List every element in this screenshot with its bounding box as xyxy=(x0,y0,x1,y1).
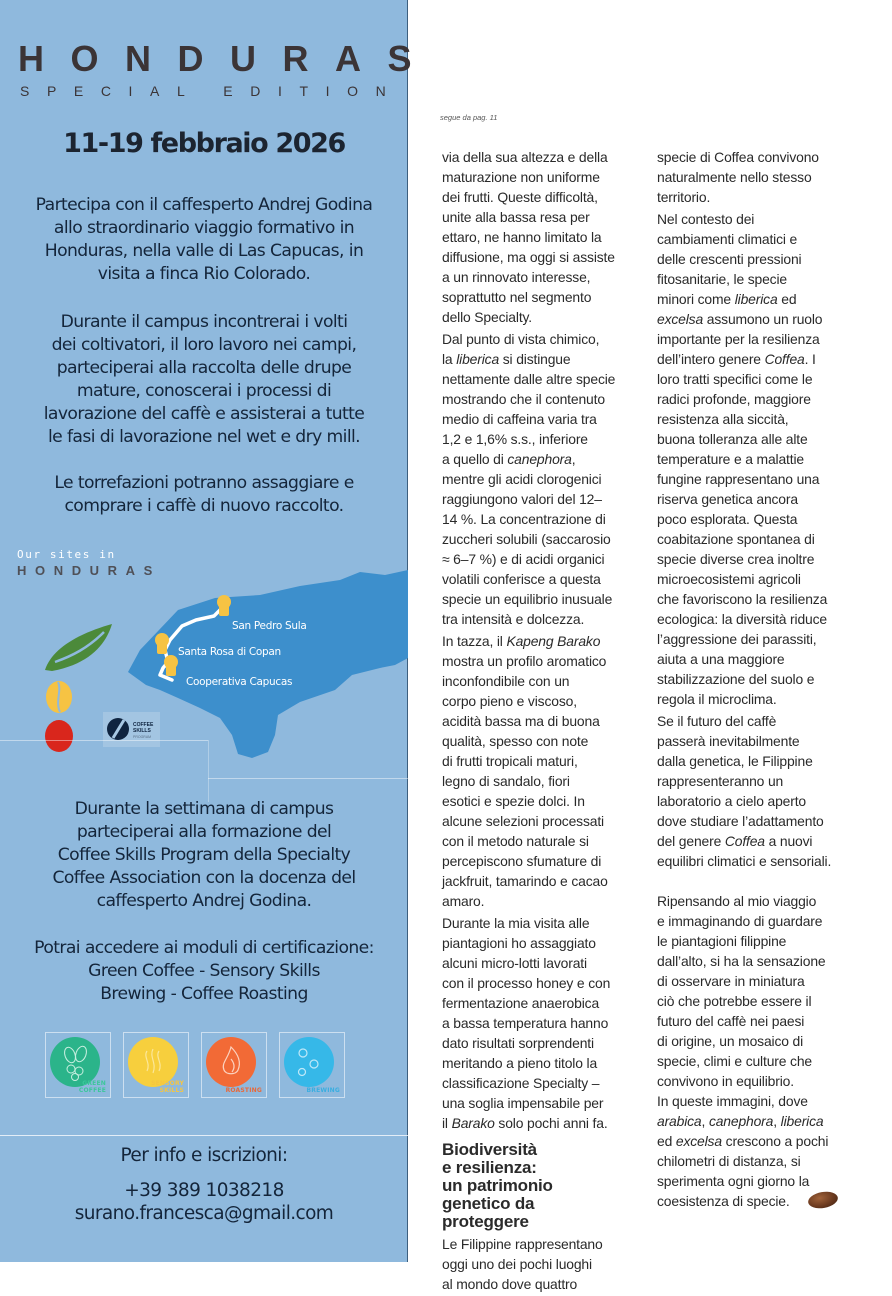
text-line: jackfruit, tamarindo e cacao xyxy=(442,873,608,889)
roasters-paragraph xyxy=(0,472,408,518)
text-line: maturazione non uniforme xyxy=(442,169,600,185)
roasters-line: comprare i caffè di nuovo raccolto. xyxy=(64,496,344,516)
modules-line: Potrai accedere ai moduli di certificazione: xyxy=(34,938,374,958)
text-line: di origine, un mosaico di xyxy=(657,1033,804,1049)
text-line: territorio. xyxy=(657,189,711,205)
text-line: Kapeng Barako xyxy=(506,633,601,649)
text-line: inconfondibile con un xyxy=(442,673,570,689)
text-line: rappresenteranno un xyxy=(657,773,784,789)
text-line: ed xyxy=(777,291,797,307)
modules-line: Green Coffee - Sensory Skills xyxy=(88,961,320,981)
text-line: mostra un profilo aromatico xyxy=(442,653,607,669)
article-column-2 xyxy=(657,147,872,1213)
training-line: Coffee Skills Program della Specialty xyxy=(57,845,351,865)
text-line: le piantagioni filippine xyxy=(657,933,787,949)
module-label xyxy=(307,1088,341,1095)
article-paragraph xyxy=(442,913,657,1133)
article-paragraph xyxy=(442,147,657,327)
article-paragraph xyxy=(442,329,657,629)
text-line: raggiungono valori del 12– xyxy=(442,491,602,507)
text-line xyxy=(657,1131,872,1151)
text-line: alcune selezioni processati xyxy=(442,813,604,829)
text-line: regola il microclima. xyxy=(657,691,777,707)
text-line: e resilienza: xyxy=(442,1158,537,1177)
training-line: parteciperai alla formazione del xyxy=(76,822,332,842)
logo-text-skills: SKILLS xyxy=(133,728,151,734)
module-label-text: SKILLS xyxy=(159,1086,184,1094)
text-line: Durante la mia visita alle xyxy=(442,915,590,931)
text-line: con il metodo naturale si xyxy=(442,833,589,849)
text-line: volatili conferisce a questa xyxy=(442,571,601,587)
article-paragraph xyxy=(442,1234,657,1294)
intro-line: Partecipa con il caffesperto Andrej Godina xyxy=(35,195,373,215)
text-line: assumono un ruolo xyxy=(703,311,823,327)
text-line: si distingue xyxy=(499,351,571,367)
module-label-text: GREEN xyxy=(82,1080,106,1087)
article-paragraph xyxy=(657,147,872,207)
text-line: nettamente dalle altre specie xyxy=(442,371,616,387)
text-line: specie, climi e culture che xyxy=(657,1053,812,1069)
campus-line: parteciperai alla raccolta delle drupe xyxy=(56,358,352,378)
text-line: stabilizzazione del suolo e xyxy=(657,671,815,687)
event-dates: 11-19 febbraio 2026 xyxy=(63,128,345,159)
pin-capucas-icon xyxy=(164,655,178,676)
text-line: la xyxy=(442,351,457,367)
continued-from-note: segue da pag. 11 xyxy=(440,113,498,122)
text-line: poco esplorata. Questa xyxy=(657,511,798,527)
training-line: Durante la settimana di campus xyxy=(74,799,334,819)
campus-line: mature, conoscerai i processi di xyxy=(76,381,332,401)
text-line: dell’intero genere xyxy=(657,351,765,367)
text-line: genetico da xyxy=(442,1194,535,1213)
text-line: dato risultati sorprendenti xyxy=(442,1035,594,1051)
text-line: del genere xyxy=(657,833,725,849)
intro-line: visita a finca Rio Colorado. xyxy=(97,264,311,284)
text-line: ciò che potrebbe essere il xyxy=(657,993,812,1009)
text-line: mostrando che il contenuto xyxy=(442,391,605,407)
red-coffee-cherry-icon xyxy=(45,720,73,752)
text-line: con il processo honey e con xyxy=(442,975,611,991)
text-line: In tazza, il xyxy=(442,633,507,649)
text-line: microecosistemi agricoli xyxy=(657,571,801,587)
text-line: naturalmente nello stesso xyxy=(657,169,812,185)
text-line: specie di Coffea convivono xyxy=(657,149,819,165)
module-label xyxy=(226,1088,262,1095)
module-roasting xyxy=(201,1032,267,1098)
text-line: mentre gli acidi clorogenici xyxy=(442,471,602,487)
text-line: sperimenta ogni giorno la xyxy=(657,1173,810,1189)
text-line: Nel contesto dei xyxy=(657,211,755,227)
text-line: dove studiare l’adattamento xyxy=(657,813,824,829)
text-line: arabica xyxy=(657,1113,702,1129)
text-line: piantagioni ho assaggiato xyxy=(442,935,596,951)
module-label xyxy=(151,1081,184,1094)
intro-line: allo straordinario viaggio formativo in xyxy=(53,218,355,238)
modules-line: Brewing - Coffee Roasting xyxy=(100,984,308,1004)
text-line: al mondo dove quattro xyxy=(442,1276,578,1292)
text-line: percepiscono sfumature di xyxy=(442,853,602,869)
text-line xyxy=(657,289,872,309)
text-line xyxy=(442,349,657,369)
divider-line xyxy=(208,740,209,802)
article-column-1 xyxy=(442,147,657,1296)
text-line: dei frutti. Queste difficoltà, xyxy=(442,189,598,205)
text-line: liberica xyxy=(780,1113,824,1129)
text-line xyxy=(657,309,872,329)
text-line: solo pochi anni fa. xyxy=(494,1115,608,1131)
text-line: equilibri climatici e sensoriali. xyxy=(657,853,832,869)
text-line: zuccheri solubili (saccarosio xyxy=(442,531,611,547)
text-line: importante per la resilienza xyxy=(657,331,820,347)
text-line: il xyxy=(442,1115,452,1131)
text-line: cambiamenti climatici e xyxy=(657,231,798,247)
text-line: un patrimonio xyxy=(442,1176,553,1195)
text-line: buona tolleranza alle alte xyxy=(657,431,808,447)
text-line: fermentazione anaerobica xyxy=(442,995,600,1011)
intro-paragraph xyxy=(0,194,408,286)
text-line: , xyxy=(701,1113,709,1129)
coffee-bean-icon xyxy=(806,1190,838,1211)
text-line: classificazione Specialty – xyxy=(442,1075,600,1091)
text-line: corpo pieno e viscoso, xyxy=(442,693,577,709)
text-line: canephora xyxy=(708,1113,774,1129)
intro-line: Honduras, nella valle di Las Capucas, in xyxy=(44,241,364,261)
text-line: l’aggressione dei parassiti, xyxy=(657,631,817,647)
text-line: aiuta a una maggiore xyxy=(657,651,785,667)
city-santa-rosa-di-copan: Santa Rosa di Copan xyxy=(178,646,281,658)
text-line: fitosanitarie, le specie xyxy=(657,271,787,287)
map-label-country: HONDURAS xyxy=(17,563,161,578)
module-label-text: SENSORY xyxy=(151,1080,184,1087)
text-line: acidità bassa ma di buona xyxy=(442,713,600,729)
text-line: laboratorio a cielo aperto xyxy=(657,793,806,809)
text-line: Dal punto di vista chimico, xyxy=(442,331,600,347)
text-line: , xyxy=(773,1113,781,1129)
contact-divider xyxy=(0,1135,408,1136)
text-line: . I xyxy=(804,351,816,367)
text-line: Se il futuro del caffè xyxy=(657,713,777,729)
text-line: tra intensità e dolcezza. xyxy=(442,611,585,627)
article-paragraph xyxy=(657,891,872,1211)
text-line: , xyxy=(571,451,576,467)
text-line: Ripensando al mio viaggio xyxy=(657,893,817,909)
text-line: che favoriscono la resilienza xyxy=(657,591,828,607)
text-line: In queste immagini, dove xyxy=(657,1093,808,1109)
text-line: alcuni micro-lotti lavorati xyxy=(442,955,587,971)
text-line: resistenza alla siccità, xyxy=(657,411,789,427)
text-line: a quello di xyxy=(442,451,508,467)
text-line: excelsa xyxy=(675,1133,722,1149)
text-line: Barako xyxy=(451,1115,495,1131)
article-paragraph xyxy=(657,711,872,871)
text-line: oggi uno dei pochi luoghi xyxy=(442,1256,592,1272)
roasters-line: Le torrefazioni potranno assaggiare e xyxy=(54,473,354,493)
modules-paragraph xyxy=(0,937,408,1006)
map-label-small: Our sites in xyxy=(17,548,116,561)
contact-phone[interactable]: +39 389 1038218 xyxy=(124,1180,284,1201)
campus-line: Durante il campus incontrerai i volti xyxy=(60,312,348,332)
text-line: liberica xyxy=(456,351,500,367)
logo-text-program: PROGRAM xyxy=(133,735,152,739)
module-label xyxy=(79,1081,106,1094)
text-line: diffusione, ma oggi si assiste xyxy=(442,249,615,265)
text-line: unite alla bassa resa per xyxy=(442,209,590,225)
text-line: coabitazione spontanea di xyxy=(657,531,815,547)
article-paragraph xyxy=(657,209,872,709)
text-line: 1,2 e 1,6% s.s., inferiore xyxy=(442,431,588,447)
city-san-pedro-sula: San Pedro Sula xyxy=(232,620,307,632)
module-sensory-skills xyxy=(123,1032,189,1098)
text-line: a nuovi xyxy=(764,833,813,849)
article-paragraph xyxy=(442,631,657,911)
text-line xyxy=(442,449,657,469)
contact-email[interactable]: surano.francesca@gmail.com xyxy=(74,1203,334,1224)
text-line: dalla genetica, le Filippine xyxy=(657,753,813,769)
training-paragraph xyxy=(0,798,408,913)
text-line xyxy=(657,1111,872,1131)
text-line: di frutti tropicali maturi, xyxy=(442,753,578,769)
text-line: excelsa xyxy=(657,311,704,327)
text-line: loro tratti specifici come le xyxy=(657,371,813,387)
text-line: di osservare in miniatura xyxy=(657,973,805,989)
text-line: minori come xyxy=(657,291,735,307)
coffee-leaf-icon xyxy=(45,624,112,671)
text-line: a un rinnovato interesse, xyxy=(442,269,591,285)
text-line: temperature e a malattie xyxy=(657,451,804,467)
text-line: fungine rappresentano una xyxy=(657,471,820,487)
module-label-text: BREWING xyxy=(306,1086,340,1094)
text-line: legno di sandalo, fiori xyxy=(442,773,570,789)
text-line: a bassa temperatura hanno xyxy=(442,1015,609,1031)
text-line: ecologica: la diversità riduce xyxy=(657,611,827,627)
text-line: chilometri di distanza, si xyxy=(657,1153,801,1169)
text-line xyxy=(442,1113,657,1133)
event-flyer-panel xyxy=(0,0,439,1262)
text-line: crescono a pochi xyxy=(721,1133,829,1149)
text-line: ed xyxy=(657,1133,676,1149)
text-line: medio di caffeina varia tra xyxy=(442,411,597,427)
text-line: ≈ 6–7 %) e di acidi organici xyxy=(442,551,605,567)
certification-modules xyxy=(45,1032,345,1098)
text-line: Biodiversità xyxy=(442,1140,537,1159)
text-line: passerà inevitabilmente xyxy=(657,733,800,749)
text-line: ettaro, ne hanno limitato la xyxy=(442,229,602,245)
text-line xyxy=(657,1191,872,1211)
text-line: futuro del caffè nei paesi xyxy=(657,1013,805,1029)
divider-line xyxy=(208,778,408,779)
text-line: una soglia impensabile per xyxy=(442,1095,604,1111)
text-line xyxy=(442,631,657,651)
flame-icon xyxy=(206,1037,256,1087)
text-line: liberica xyxy=(734,291,778,307)
text-line: convivono in equilibrio. xyxy=(657,1073,794,1089)
pin-san-pedro-sula-icon xyxy=(217,595,231,616)
flyer-subtitle: SPECIAL EDITION xyxy=(20,83,404,99)
text-line: amaro. xyxy=(442,893,485,909)
text-line: soprattutto nel segmento xyxy=(442,289,592,305)
campus-line: lavorazione del caffè e assisterai a tutte xyxy=(43,404,365,424)
text-line: meritando a pieno titolo la xyxy=(442,1055,598,1071)
text-line: qualità, spesso con note xyxy=(442,733,589,749)
text-line: Coffea xyxy=(764,351,805,367)
training-line: Coffee Association con la docenza del xyxy=(52,868,356,888)
text-line: radici profonde, maggiore xyxy=(657,391,811,407)
text-line: coesistenza di specie. xyxy=(657,1193,790,1209)
module-label-text: ROASTING xyxy=(225,1086,262,1094)
text-line: specie diverse crea inoltre xyxy=(657,551,815,567)
module-label-text: COFFEE xyxy=(78,1086,106,1094)
pin-santa-rosa-icon xyxy=(155,633,169,654)
text-line: canephora xyxy=(507,451,572,467)
flyer-title: HONDURAS xyxy=(18,38,439,79)
text-line: via della sua altezza e della xyxy=(442,149,608,165)
text-line: e immaginando di guardare xyxy=(657,913,823,929)
text-line: esotici e spezie dolci. In xyxy=(442,793,585,809)
text-line xyxy=(657,831,872,851)
divider-line xyxy=(0,740,208,741)
text-line: riserva genetica ancora xyxy=(657,491,798,507)
text-line: Le Filippine rappresentano xyxy=(442,1236,603,1252)
text-line: dall’alto, si ha la sensazione xyxy=(657,953,826,969)
text-line: dello Specialty. xyxy=(442,309,532,325)
text-line: specie un equilibrio inusuale xyxy=(442,591,613,607)
section-heading xyxy=(442,1141,657,1231)
campus-line: le fasi di lavorazione nel wet e dry mill. xyxy=(47,427,361,447)
text-line: Coffea xyxy=(724,833,765,849)
campus-line: dei coltivatori, il loro lavoro nei campi, xyxy=(51,335,357,355)
city-cooperativa-capucas: Cooperativa Capucas xyxy=(186,676,293,688)
text-line: delle crescenti pressioni xyxy=(657,251,802,267)
text-line xyxy=(657,349,872,369)
bubbles-icon xyxy=(284,1037,334,1087)
training-line: caffesperto Andrej Godina. xyxy=(96,891,312,911)
logo-text-coffee: COFFEE xyxy=(133,722,154,728)
module-green-coffee xyxy=(45,1032,111,1098)
campus-paragraph xyxy=(0,311,408,449)
contact-heading: Per info e iscrizioni: xyxy=(120,1145,288,1166)
text-line: 14 %. La concentrazione di xyxy=(442,511,606,527)
module-brewing xyxy=(279,1032,345,1098)
text-line: proteggere xyxy=(442,1212,529,1231)
